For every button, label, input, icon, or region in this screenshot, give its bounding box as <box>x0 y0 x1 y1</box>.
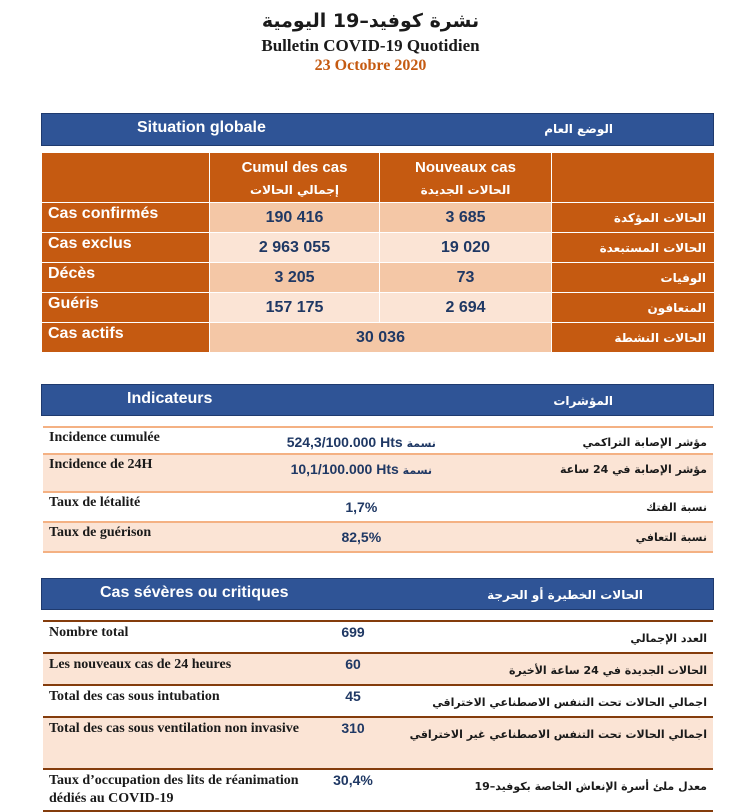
situation-header-row <box>42 153 715 203</box>
situation-band <box>41 113 714 146</box>
situation-table <box>41 152 715 353</box>
severe-table <box>43 620 713 812</box>
title-arabic: نشرة كوفيد–19 اليومية <box>261 10 480 32</box>
table-row: Taux de guérison 82,5% نسبة التعافي <box>43 522 713 552</box>
table-row: Nombre total 699 العدد الإجمالي <box>43 621 713 653</box>
severe-title-fr: Cas sévères ou critiques <box>100 584 289 601</box>
table-row: Les nouveaux cas de 24 heures 60 الحالات الجديدة في 24 ساعة الأخيرة <box>43 653 713 685</box>
nouveaux-value: 19 020 <box>380 233 552 263</box>
bulletin-header <box>0 8 741 76</box>
nouveaux-value: 3 685 <box>380 203 552 233</box>
table-row: Cas actifs 30 036 الحالات النشطة <box>42 323 715 353</box>
severe-value: 310 <box>341 720 365 736</box>
indicator-value: 10,1/100.000 Hts <box>290 461 399 477</box>
severe-band <box>41 578 714 610</box>
severe-value: 45 <box>345 688 361 704</box>
severe-title-ar: الحالات الخطيرة أو الحرجة <box>487 588 643 602</box>
col-nouveaux: Nouveaux cas الحالات الجديدة <box>380 153 552 203</box>
table-row: Incidence de 24H 10,1/100.000 Hts نسمة مؤشر الإصابة في 24 ساعة <box>43 454 713 492</box>
bulletin-date: 23 Octobre 2020 <box>314 57 427 74</box>
table-row: Taux de létalité 1,7% نسبة الفتك <box>43 492 713 522</box>
table-row: Incidence cumulée 524,3/100.000 Hts نسمة مؤشر الإصابة التراكمي <box>43 427 713 454</box>
table-row: Cas exclus 2 963 055 19 020 الحالات المستبعدة <box>42 233 715 263</box>
table-row: Total des cas sous ventilation non invasive 310 اجمالي الحالات تحت التنفس الاصطناعي غير الاختراقي <box>43 717 713 769</box>
indicator-value: 82,5% <box>341 529 382 545</box>
situation-title-ar: الوضع العام <box>544 122 613 136</box>
indicators-table <box>43 426 713 553</box>
nouveaux-value: 73 <box>380 263 552 293</box>
cumul-value: 2 963 055 <box>210 233 380 263</box>
table-row: Total des cas sous intubation 45 اجمالي الحالات تحت التنفس الاصطناعي الاختراقي <box>43 685 713 717</box>
nouveaux-value: 2 694 <box>380 293 552 323</box>
severe-value: 60 <box>345 656 361 672</box>
title-french: Bulletin COVID-19 Quotidien <box>261 36 480 55</box>
cumul-value: 157 175 <box>210 293 380 323</box>
severe-value: 30,4% <box>333 772 373 788</box>
indicator-value: 524,3/100.000 Hts <box>286 434 403 450</box>
indicators-title-fr: Indicateurs <box>127 390 213 407</box>
severe-value: 699 <box>341 624 365 640</box>
table-row: Décès 3 205 73 الوفيات <box>42 263 715 293</box>
indicators-band <box>41 384 714 416</box>
indicators-title-ar: المؤشرات <box>553 394 613 408</box>
table-row: Guéris 157 175 2 694 المتعافون <box>42 293 715 323</box>
table-row: Cas confirmés 190 416 3 685 الحالات المؤكدة <box>42 203 715 233</box>
indicator-value: 1,7% <box>345 499 378 515</box>
cumul-value: 190 416 <box>210 203 380 233</box>
col-cumul: Cumul des cas إجمالي الحالات <box>210 153 380 203</box>
cumul-value: 3 205 <box>210 263 380 293</box>
active-total-value: 30 036 <box>210 323 552 353</box>
situation-title-fr: Situation globale <box>137 119 266 136</box>
table-row: Taux d’occupation des lits de réanimation dédiés au COVID-19 30,4% معدل ملئ أسرة الإنعاش الخاصة بكوفيد–19 <box>43 769 713 811</box>
